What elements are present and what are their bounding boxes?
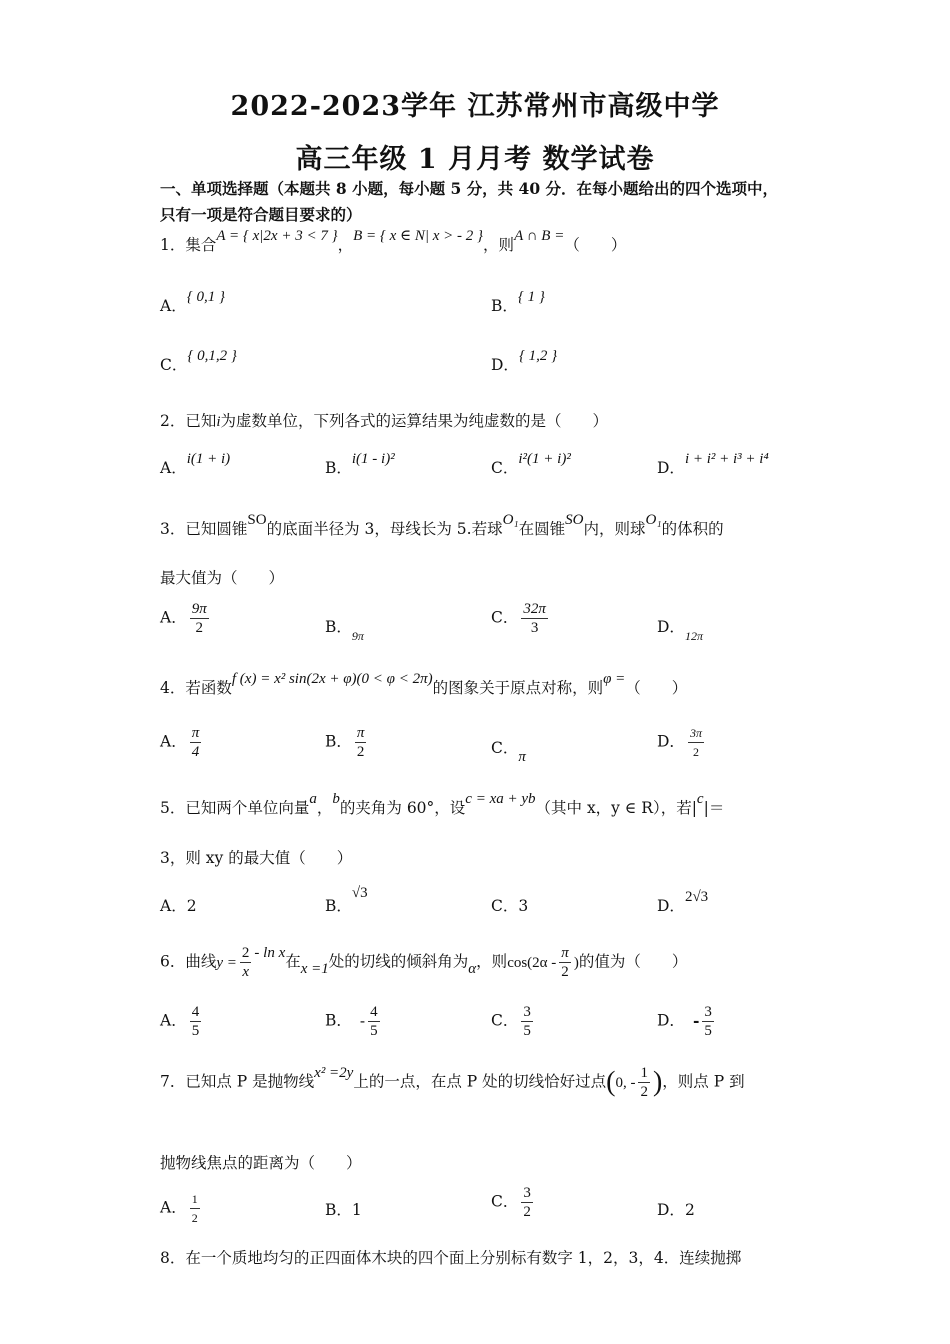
option-label: B． [325, 897, 352, 915]
denominator: 2 [640, 1084, 648, 1100]
option-value: { 0,1,2 } [187, 348, 237, 364]
question-2 [160, 409, 608, 431]
option-label: A． [160, 732, 187, 751]
q4-option-a[interactable] [160, 724, 204, 761]
option-value: √3 [351, 885, 368, 901]
q1-option-b[interactable] [491, 289, 545, 316]
q5-text-c: （其中 x，y ∈ R），若| [535, 799, 697, 817]
option-value: i(1 - i)² [351, 451, 395, 467]
denominator: 2 [356, 744, 365, 760]
q7-option-b[interactable] [325, 1198, 362, 1220]
q1-option-d[interactable] [491, 348, 558, 375]
option-fraction [355, 724, 367, 761]
option-label: A． [160, 1198, 187, 1217]
q1-set-a: A = { x|2x + 3 < 7 } [216, 228, 338, 244]
q5-option-c[interactable] [491, 894, 528, 916]
denominator: x [242, 964, 249, 980]
exam-title-line1: 2022-2023学年 江苏常州市高级中学 [230, 91, 720, 122]
section-heading-line2: 只有一项是符合题目要求的） [160, 205, 362, 224]
denominator: 2 [561, 964, 569, 980]
question-4 [160, 671, 688, 698]
numerator: 4 [370, 1004, 378, 1020]
q2-option-b[interactable] [325, 451, 395, 478]
q7-text-b: 上的一点，在点 P 处的切线恰好过点 [353, 1072, 607, 1091]
denominator: 2 [523, 1204, 531, 1220]
numerator: π [356, 725, 365, 741]
q6-ln-term: - ln x [254, 944, 286, 961]
question-5 [160, 791, 725, 818]
option-label: C． [491, 897, 519, 915]
q6-alpha: α [468, 960, 477, 977]
q4-option-b[interactable] [325, 724, 369, 761]
option-value: 2 [186, 897, 197, 915]
q2-i-symbol: i [216, 414, 221, 430]
q4-paren: （ ） [625, 679, 688, 697]
q6-text-b: 在 [285, 952, 301, 971]
numerator: 3 [704, 1004, 712, 1020]
q6-cos-close: ) [573, 954, 579, 971]
q6-option-a[interactable] [160, 1003, 204, 1040]
q4-function: f (x) = x² sin(2x + φ)(0 < φ < 2π) [231, 671, 433, 687]
q5-text-d: |＝ [703, 799, 725, 817]
option-label: A． [160, 1011, 187, 1030]
numerator: 9π [191, 601, 207, 617]
q3-cone-so: SO [247, 512, 267, 528]
option-label: D． [657, 618, 685, 636]
question-8: 8．在一个质地均匀的正四面体木块的四个面上分别标有数字 1，2，3，4．连续抛掷 [160, 1249, 742, 1267]
q5-text-b: 的夹角为 60°，设 [339, 799, 466, 817]
option-value: { 1,2 } [518, 348, 558, 364]
numerator: π [191, 725, 200, 741]
q1-option-c[interactable] [160, 348, 237, 375]
option-label: A． [160, 608, 187, 627]
q7-option-d[interactable] [657, 1198, 695, 1220]
q7-option-a[interactable] [160, 1190, 203, 1227]
option-value: { 0,1 } [186, 289, 225, 305]
q3-sphere-o1: O₁ [502, 512, 519, 528]
numerator: 4 [191, 1004, 200, 1020]
q3-line2: 最大值为（ ） [160, 569, 285, 587]
q6-option-b[interactable] [325, 1003, 383, 1040]
option-value: i + i² + i³ + i⁴ [684, 451, 769, 467]
option-fraction [190, 724, 202, 761]
q3-option-a[interactable] [160, 600, 212, 637]
q6-fraction [240, 944, 252, 981]
denominator: 2 [191, 1211, 198, 1225]
denominator: 4 [191, 744, 200, 760]
numerator: 1 [190, 1190, 200, 1209]
option-label: C． [491, 739, 519, 757]
q6-option-c[interactable] [491, 1003, 536, 1040]
option-label: A． [160, 297, 187, 315]
q7-point-fraction [638, 1064, 650, 1101]
q1-set-b: B = { x ∈ N| x > - 2 } [353, 228, 484, 244]
numerator: 3π [688, 724, 704, 743]
q7-parabola: x² =2y [314, 1064, 354, 1081]
q4-option-c[interactable] [491, 736, 526, 765]
option-fraction [521, 600, 548, 637]
q6-text-a: 6．曲线 [160, 952, 217, 971]
q6-text-d: ，则 [476, 952, 508, 971]
q1-option-a[interactable] [160, 289, 225, 316]
option-label: D． [657, 897, 685, 915]
denominator: 2 [195, 620, 203, 636]
option-value: 2 [684, 1201, 695, 1219]
question-7 [160, 1064, 745, 1101]
q5-line2: 3，则 xy 的最大值（ ） [160, 849, 353, 867]
q6-y-eq: y = [216, 954, 237, 971]
q3-text-a: 3．已知圆锥 [160, 520, 248, 538]
q3-cone-so-2: SO [565, 512, 584, 528]
denominator: 5 [191, 1023, 200, 1039]
q5-option-b[interactable] [325, 885, 368, 916]
option-label: B． [325, 1201, 352, 1219]
q2-option-d[interactable] [657, 451, 769, 478]
q7-text-a: 7．已知点 P 是抛物线 [160, 1072, 315, 1091]
q2-text-a: 2．已知 [160, 412, 217, 430]
question-6 [160, 944, 687, 981]
denominator: 5 [370, 1023, 378, 1039]
option-label: C． [491, 608, 519, 627]
q6-cos-expr: cos(2α - [507, 954, 557, 971]
q5-option-a[interactable] [160, 894, 197, 916]
q5-sep: ， [316, 799, 333, 817]
q7-line2: 抛物线焦点的距离为（ ） [160, 1154, 362, 1172]
q3-text-c: 在圆锥 [518, 520, 566, 538]
option-fraction [688, 724, 704, 761]
option-label: B． [325, 1011, 352, 1030]
q5-expr: c = xa + yb [465, 791, 536, 807]
option-label: B． [325, 618, 352, 636]
q5-vector-a: a [309, 791, 317, 807]
option-value: i²(1 + i)² [518, 451, 571, 467]
option-fraction [368, 1003, 380, 1040]
q3-option-c[interactable] [491, 600, 551, 637]
q5-option-d[interactable] [657, 889, 709, 916]
q1-paren: （ ） [564, 236, 627, 254]
option-label: C． [160, 356, 188, 374]
option-value: 2√3 [684, 889, 709, 905]
option-value: 1 [351, 1201, 362, 1219]
q1-text-a: 1．集合 [160, 236, 217, 254]
denominator: 5 [523, 1023, 531, 1039]
option-value: 9π [351, 629, 364, 643]
option-fraction [702, 1003, 714, 1040]
option-label: B． [491, 297, 518, 315]
option-fraction [190, 600, 209, 637]
option-label: A． [160, 897, 187, 915]
section-heading-line1: 一、单项选择题（本题共 8 小题，每小题 5 分，共 40 分．在每小题给出的四个选项中， [160, 179, 779, 198]
option-label: D． [657, 1201, 685, 1219]
numerator: 3 [523, 1185, 531, 1201]
q6-cos-fraction [559, 944, 571, 981]
option-fraction [190, 1003, 202, 1040]
q7-text-c: ，则点 P 到 [662, 1072, 745, 1091]
q7-left-paren: ( [606, 1066, 616, 1098]
option-label: A． [160, 459, 187, 477]
q1-comma: ， [337, 236, 354, 254]
denominator: 3 [530, 620, 539, 636]
option-fraction [521, 1003, 533, 1040]
numerator: 32π [523, 601, 546, 617]
q5-vector-b: b [332, 791, 340, 807]
q3-text-b: 的底面半径为 3，母线长为 5.若球 [266, 520, 503, 538]
question-1 [160, 228, 627, 255]
option-value: { 1 } [517, 289, 545, 305]
q3-sphere-o1-2: O₁ [645, 512, 662, 528]
q5-vector-c: c [696, 791, 704, 807]
option-fraction [521, 1184, 533, 1221]
q2-text-b: 为虚数单位，下列各式的运算结果为纯虚数的是（ ） [220, 412, 609, 430]
option-sign: - [359, 1011, 366, 1030]
q7-point-x: 0, - [615, 1074, 636, 1091]
option-label: B． [325, 459, 352, 477]
option-label: C． [491, 1011, 519, 1030]
q7-option-c[interactable] [491, 1184, 536, 1221]
q1-text-b: ，则 [483, 236, 515, 254]
q4-option-d[interactable] [657, 724, 707, 761]
q2-option-c[interactable] [491, 451, 571, 478]
option-label: C． [491, 459, 519, 477]
q3-option-d[interactable] [657, 615, 703, 643]
numerator: π [561, 945, 569, 961]
q6-x-eq: x =1 [300, 960, 329, 977]
q3-option-b[interactable] [325, 615, 364, 643]
q6-option-d[interactable] [657, 1003, 717, 1040]
denominator: 5 [704, 1023, 712, 1039]
option-label: D． [657, 459, 685, 477]
option-value: i(1 + i) [186, 451, 231, 467]
option-sign: - [692, 1010, 700, 1030]
q2-option-a[interactable] [160, 451, 231, 478]
q1-expr: A ∩ B = [514, 228, 565, 244]
q4-text-a: 4．若函数 [160, 679, 232, 697]
option-fraction [190, 1190, 200, 1227]
q5-text-a: 5．已知两个单位向量 [160, 799, 310, 817]
q6-text-c: 处的切线的倾斜角为 [328, 952, 469, 971]
numerator: 1 [640, 1065, 648, 1081]
q4-phi: φ = [603, 671, 626, 687]
option-label: D． [491, 356, 519, 374]
option-label: B． [325, 732, 352, 751]
option-value: 12π [684, 629, 703, 643]
numerator: 2 [241, 945, 250, 961]
q6-text-e: 的值为（ ） [578, 952, 688, 971]
q7-right-paren: ) [652, 1066, 663, 1098]
exam-title-line2: 高三年级 1 月月考 数学试卷 [295, 144, 655, 175]
q4-text-b: 的图象关于原点对称，则 [432, 679, 604, 697]
numerator: 3 [523, 1004, 531, 1020]
q3-text-d: 内，则球 [583, 520, 646, 538]
option-value: π [518, 749, 526, 765]
option-value: 3 [518, 897, 529, 915]
option-label: C． [491, 1192, 519, 1211]
section-heading [160, 176, 800, 228]
option-label: D． [657, 732, 685, 751]
q3-text-e: 的体积的 [661, 520, 724, 538]
question-3 [160, 512, 724, 539]
denominator: 2 [692, 745, 699, 759]
option-label: D． [657, 1011, 685, 1030]
